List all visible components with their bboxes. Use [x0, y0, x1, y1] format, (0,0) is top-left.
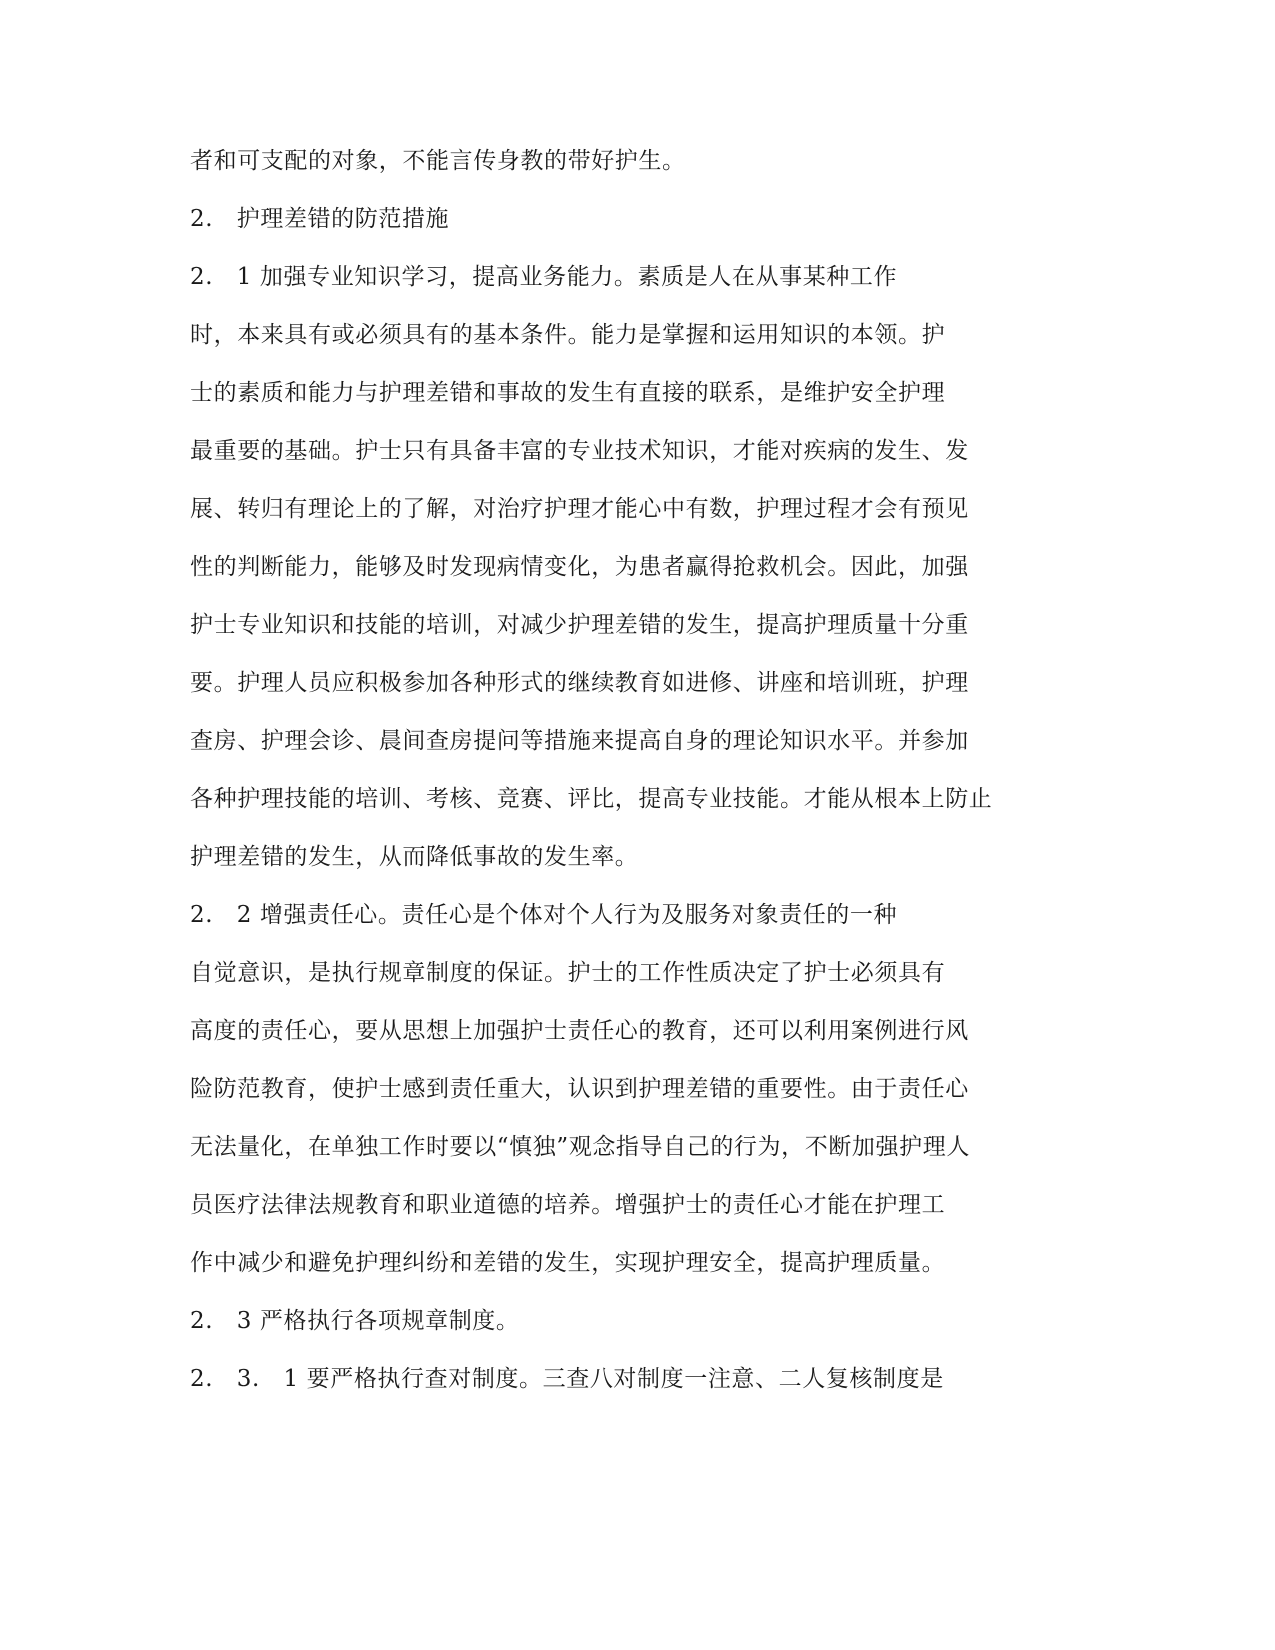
text-line: 要。护理人员应积极参加各种形式的继续教育如进修、讲座和培训班，护理	[190, 670, 969, 696]
subsection-heading: 2. 2 增强责任心。责任心是个体对个人行为及服务对象责任的一种	[190, 902, 898, 928]
text-line: 无法量化，在单独工作时要以“慎独”观念指导自己的行为，不断加强护理人	[190, 1134, 970, 1160]
text-line: 高度的责任心，要从思想上加强护士责任心的教育，还可以利用案例进行风	[190, 1018, 969, 1044]
text-line: 险防范教育，使护士感到责任重大，认识到护理差错的重要性。由于责任心	[190, 1076, 969, 1102]
text-line: 自觉意识，是执行规章制度的保证。护士的工作性质决定了护士必须具有	[190, 960, 946, 986]
text-line: 时，本来具有或必须具有的基本条件。能力是掌握和运用知识的本领。护	[190, 322, 946, 348]
subsection-heading: 2. 1 加强专业知识学习，提高业务能力。素质是人在从事某种工作	[190, 264, 898, 290]
text-line: 护士专业知识和技能的培训，对减少护理差错的发生，提高护理质量十分重	[190, 612, 969, 638]
text-line: 最重要的基础。护士只有具备丰富的专业技术知识，才能对疾病的发生、发	[190, 438, 969, 464]
subsection-heading: 2. 3. 1 要严格执行查对制度。三查八对制度一注意、二人复核制度是	[190, 1366, 944, 1392]
text-line: 性的判断能力，能够及时发现病情变化，为患者赢得抢救机会。因此，加强	[190, 554, 969, 580]
text-line: 查房、护理会诊、晨间查房提问等措施来提高自身的理论知识水平。并参加	[190, 728, 969, 754]
text-line: 各种护理技能的培训、考核、竞赛、评比，提高专业技能。才能从根本上防止	[190, 786, 993, 812]
text-line: 士的素质和能力与护理差错和事故的发生有直接的联系，是维护安全护理	[190, 380, 946, 406]
text-line: 展、转归有理论上的了解，对治疗护理才能心中有数，护理过程才会有预见	[190, 496, 969, 522]
text-line: 员医疗法律法规教育和职业道德的培养。增强护士的责任心才能在护理工	[190, 1192, 946, 1218]
text-line: 护理差错的发生，从而降低事故的发生率。	[190, 844, 639, 870]
section-heading: 2. 护理差错的防范措施	[190, 206, 450, 232]
text-line: 者和可支配的对象，不能言传身教的带好护生。	[190, 148, 686, 174]
text-line: 作中减少和避免护理纠纷和差错的发生，实现护理安全，提高护理质量。	[190, 1250, 946, 1276]
subsection-heading: 2. 3 严格执行各项规章制度。	[190, 1308, 520, 1334]
